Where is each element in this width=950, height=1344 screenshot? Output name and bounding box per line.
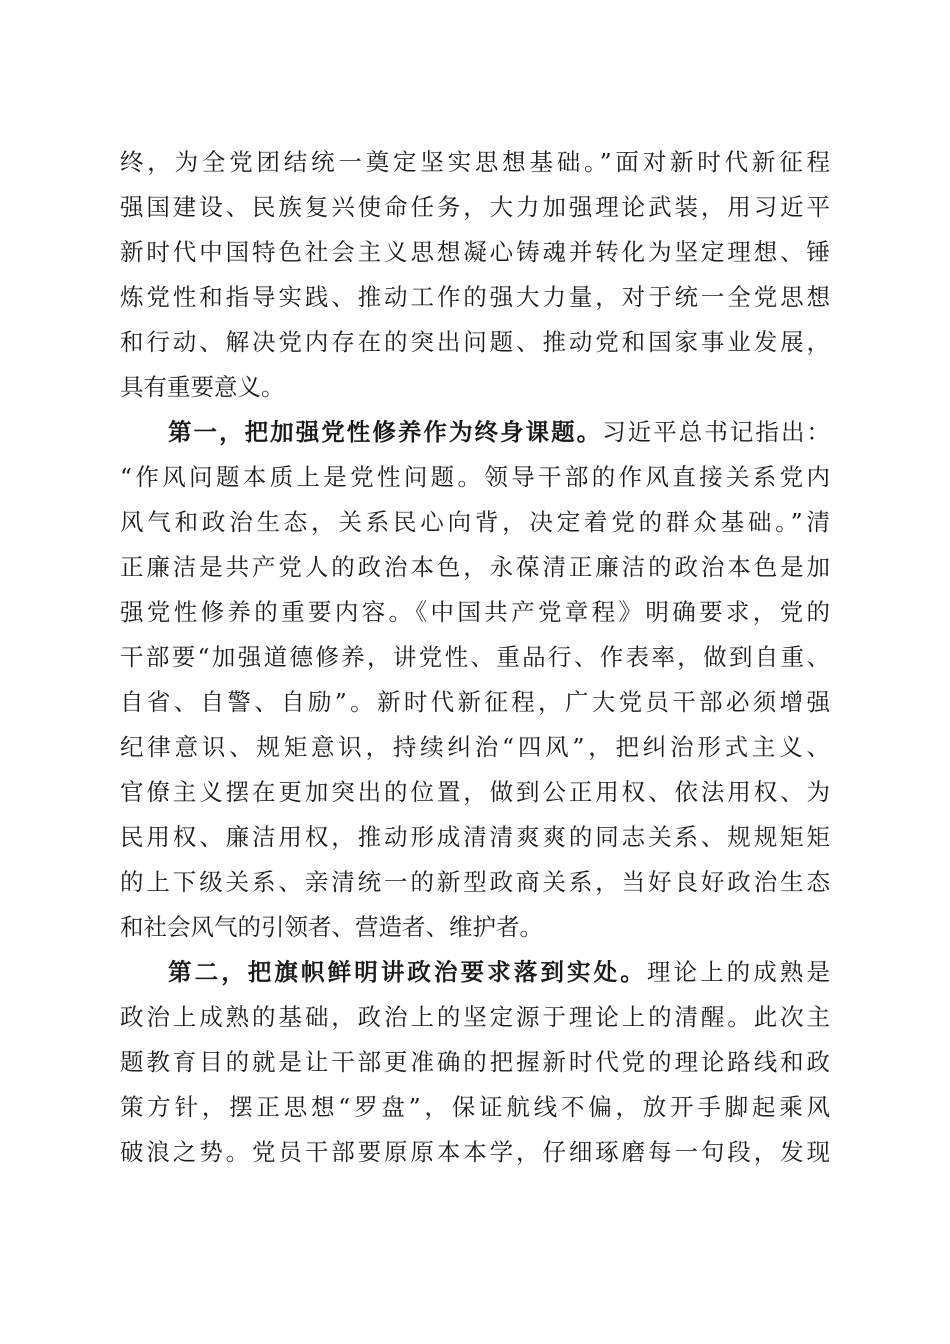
text-line: 破浪之势。党员干部要原原本本学，仔细琢磨每一句段，发现 — [120, 1138, 830, 1166]
paragraph-second-point — [120, 950, 830, 1175]
text-line: 正廉洁是共产党人的政治本色，永葆清正廉洁的政治本色是加 — [120, 553, 830, 581]
document-page — [120, 140, 830, 1175]
text-line: 题教育目的就是让干部更准确的把握新时代党的理论路线和政 — [120, 1048, 830, 1076]
text-line: 风气和政治生态，关系民心向背，决定着党的群众基础。”清 — [120, 508, 830, 536]
text-line: 策方针，摆正思想“罗盘”，保证航线不偏，放开手脚起乘风 — [120, 1093, 830, 1121]
text-line: 和行动、解决党内存在的突出问题、推动党和国家事业发展， — [120, 328, 830, 356]
text-line: 强国建设、民族复兴使命任务，大力加强理论武装，用习近平 — [120, 193, 830, 221]
paragraph-first-point — [120, 410, 830, 950]
text-line: 官僚主义摆在更加突出的位置，做到公正用权、依法用权、为 — [120, 778, 830, 806]
text-line: 的上下级关系、亲清统一的新型政商关系，当好良好政治生态 — [120, 868, 830, 896]
text-line: 自省、自警、自励”。新时代新征程，广大党员干部必须增强 — [120, 688, 830, 716]
text-line: “作风问题本质上是党性问题。领导干部的作风直接关系党内 — [120, 463, 830, 491]
text-line: 纪律意识、规矩意识，持续纠治“四风”，把纠治形式主义、 — [120, 733, 830, 761]
text-line: 和社会风气的引领者、营造者、维护者。 — [120, 913, 543, 941]
text-line: 炼党性和指导实践、推动工作的强大力量，对于统一全党思想 — [120, 283, 830, 311]
text-line: 终，为全党团结统一奠定坚实思想基础。”面对新时代新征程 — [120, 148, 830, 176]
text-line: 具有重要意义。 — [120, 373, 285, 401]
text-line: 新时代中国特色社会主义思想凝心铸魂并转化为坚定理想、锤 — [120, 238, 830, 266]
text-line — [120, 950, 830, 995]
text-line: 民用权、廉洁用权，推动形成清清爽爽的同志关系、规规矩矩 — [120, 823, 830, 851]
text-line — [120, 410, 830, 455]
text-run: 习近平总书记指出： — [602, 418, 831, 446]
section-heading: 第二，把旗帜鲜明讲政治要求落到实处。 — [168, 958, 647, 986]
text-line: 强党性修养的重要内容。《中国共产党章程》明确要求，党的 — [120, 598, 830, 626]
section-heading: 第一，把加强党性修养作为终身课题。 — [168, 418, 603, 446]
text-line: 政治上成熟的基础，政治上的坚定源于理论上的清醒。此次主 — [120, 1003, 830, 1031]
text-line: 干部要“加强道德修养，讲党性、重品行、作表率，做到自重、 — [120, 643, 830, 671]
text-run: 理论上的成熟是 — [646, 958, 830, 986]
paragraph-intro — [120, 140, 830, 410]
